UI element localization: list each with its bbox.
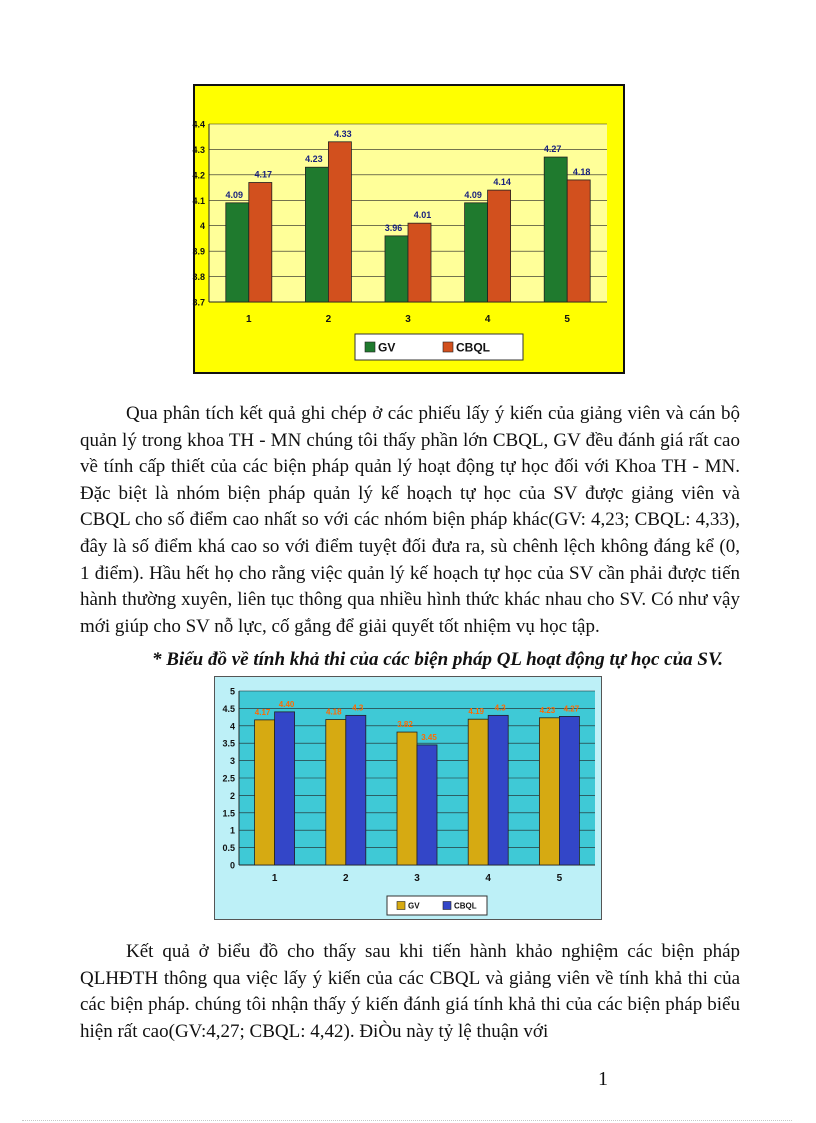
bar-cbql xyxy=(346,715,366,865)
y-tick-label: 2.5 xyxy=(222,773,235,784)
y-tick-label: 4.5 xyxy=(222,703,235,714)
y-tick-label: 4.1 xyxy=(192,195,205,206)
y-tick-label: 2 xyxy=(229,790,235,801)
paragraph-results: Kết quả ở biểu đồ cho thấy sau khi tiến hành khảo nghiệm các biện pháp QLHĐTH thông qua việc lấy ý kiến của các CBQL và giảng viên về tính khả thi của các biện pháp. chúng tôi nhận thấy ý kiến đánh giá tính khả thi của các biện pháp biểu hiện rất cao(GV:4,27; CBQL: 4,42). ĐiÒu này tỷ lệ thuận với xyxy=(80,941,740,1042)
x-tick-label: 4 xyxy=(485,873,491,884)
y-tick-label: 3.5 xyxy=(222,738,235,749)
data-label: 4.33 xyxy=(334,128,352,139)
legend-label-cbql: CBQL xyxy=(454,901,477,911)
legend-label-cbql: CBQL xyxy=(456,340,490,355)
data-label: 4.09 xyxy=(225,189,244,200)
data-label: 4.23 xyxy=(305,154,323,165)
y-tick-label: 5 xyxy=(229,686,235,697)
y-tick-label: 4.4 xyxy=(192,119,205,130)
bar-cbql xyxy=(328,142,351,302)
x-tick-label: 5 xyxy=(564,314,570,325)
data-label: 4.01 xyxy=(413,210,432,221)
bar-gv xyxy=(397,732,417,865)
bar-gv xyxy=(255,720,275,865)
data-label: 4.18 xyxy=(326,707,342,717)
data-label: 3.82 xyxy=(397,720,413,730)
data-label: 3.45 xyxy=(421,732,437,742)
chart-feasibility-svg xyxy=(215,677,601,919)
bar-cbql xyxy=(249,182,272,302)
data-label: 4.19 xyxy=(468,707,484,717)
x-tick-label: 4 xyxy=(484,314,491,325)
bar-cbql xyxy=(567,180,590,302)
data-label: 4.18 xyxy=(572,166,591,177)
bar-gv xyxy=(465,203,488,302)
legend-swatch-cbql xyxy=(443,342,453,352)
page-number: 1 xyxy=(598,1068,608,1090)
legend-swatch-cbql xyxy=(443,902,451,910)
paragraph-analysis: Qua phân tích kết quả ghi chép ở các phiếu lấy ý kiến của giảng viên và cán bộ quản lý trong khoa TH - MN chúng tôi thấy phần lớn CBQL, GV đều đánh giá rất cao về tính cấp thiết của các biện pháp quản lý hoạt động tự học đối với Khoa TH - MN. Đặc biệt là nhóm biện pháp quản lý kế hoạch tự học của SV được giảng viên và CBQL cho số điểm cao nhất so với các nhóm biện pháp khác(GV: 4,23; CBQL: 4,33), đây là số điểm khá cao so với điểm tuyệt đối đưa ra, sù chênh lệch không đáng kể (0, 1 điểm). Hầu hết họ cho rằng việc quản lý kế hoạch tự học của SV cần phải được tiến hành thường xuyên, liên tục thông qua nhiều hình thức khác nhau cho SV. Có như vậy mới giúp cho SV nỗ lực, cố gắng để giải quyết tốt nhiệm vụ học tập. xyxy=(80,403,740,637)
bar-cbql xyxy=(408,223,431,302)
bar-gv xyxy=(468,719,488,865)
data-label: 4.23 xyxy=(539,705,556,715)
legend-label-gv: GV xyxy=(378,340,396,355)
bar-gv xyxy=(305,167,328,302)
y-tick-label: 3.8 xyxy=(192,272,205,283)
data-label: 4.17 xyxy=(254,169,273,180)
x-tick-label: 5 xyxy=(556,873,563,884)
x-tick-label: 3 xyxy=(414,873,420,884)
y-tick-label: 3.9 xyxy=(192,246,205,257)
bar-cbql xyxy=(488,715,508,865)
y-tick-label: 1 xyxy=(229,825,235,836)
y-tick-label: 3 xyxy=(229,756,235,767)
y-tick-label: 4.3 xyxy=(192,144,205,155)
y-tick-label: 1.5 xyxy=(222,808,235,819)
legend-label-gv: GV xyxy=(408,901,420,911)
bar-gv xyxy=(539,718,559,865)
chart-feasibility-caption: * Biểu đồ về tính khả thi của các biện pháp QL hoạt động tự học của SV. xyxy=(152,649,723,670)
bar-cbql xyxy=(275,712,295,865)
legend-swatch-gv xyxy=(397,902,405,910)
data-label: 4.14 xyxy=(493,177,511,188)
data-label: 4.40 xyxy=(278,699,295,709)
y-tick-label: 4.2 xyxy=(192,170,205,181)
data-label: 4.27 xyxy=(543,144,562,155)
bar-cbql xyxy=(559,716,579,865)
x-tick-label: 1 xyxy=(246,314,252,325)
chart-necessity-svg xyxy=(192,86,623,372)
x-tick-label: 2 xyxy=(325,314,332,325)
y-tick-label: 4 xyxy=(229,721,235,732)
legend-swatch-gv xyxy=(365,342,375,352)
data-label: 4.17 xyxy=(254,707,271,717)
y-tick-label: 0.5 xyxy=(222,843,235,854)
bar-gv xyxy=(326,720,346,865)
chart-necessity xyxy=(193,84,625,374)
y-tick-label: 3.7 xyxy=(192,297,205,308)
data-label: 3.96 xyxy=(384,222,403,233)
bar-gv xyxy=(226,203,249,302)
data-label: 4.27 xyxy=(563,704,580,714)
y-tick-label: 0 xyxy=(229,860,235,871)
data-label: 4.09 xyxy=(464,189,482,200)
bar-cbql xyxy=(488,190,511,302)
bar-gv xyxy=(544,157,567,302)
data-label: 4.3 xyxy=(494,703,506,713)
x-tick-label: 3 xyxy=(405,314,411,325)
y-tick-label: 4 xyxy=(199,221,205,232)
footer-divider xyxy=(22,1120,792,1121)
bar-cbql xyxy=(417,745,437,865)
x-tick-label: 2 xyxy=(343,873,349,884)
chart-feasibility xyxy=(214,676,602,920)
x-tick-label: 1 xyxy=(271,873,278,884)
bar-gv xyxy=(385,236,408,302)
data-label: 4.3 xyxy=(352,703,364,713)
